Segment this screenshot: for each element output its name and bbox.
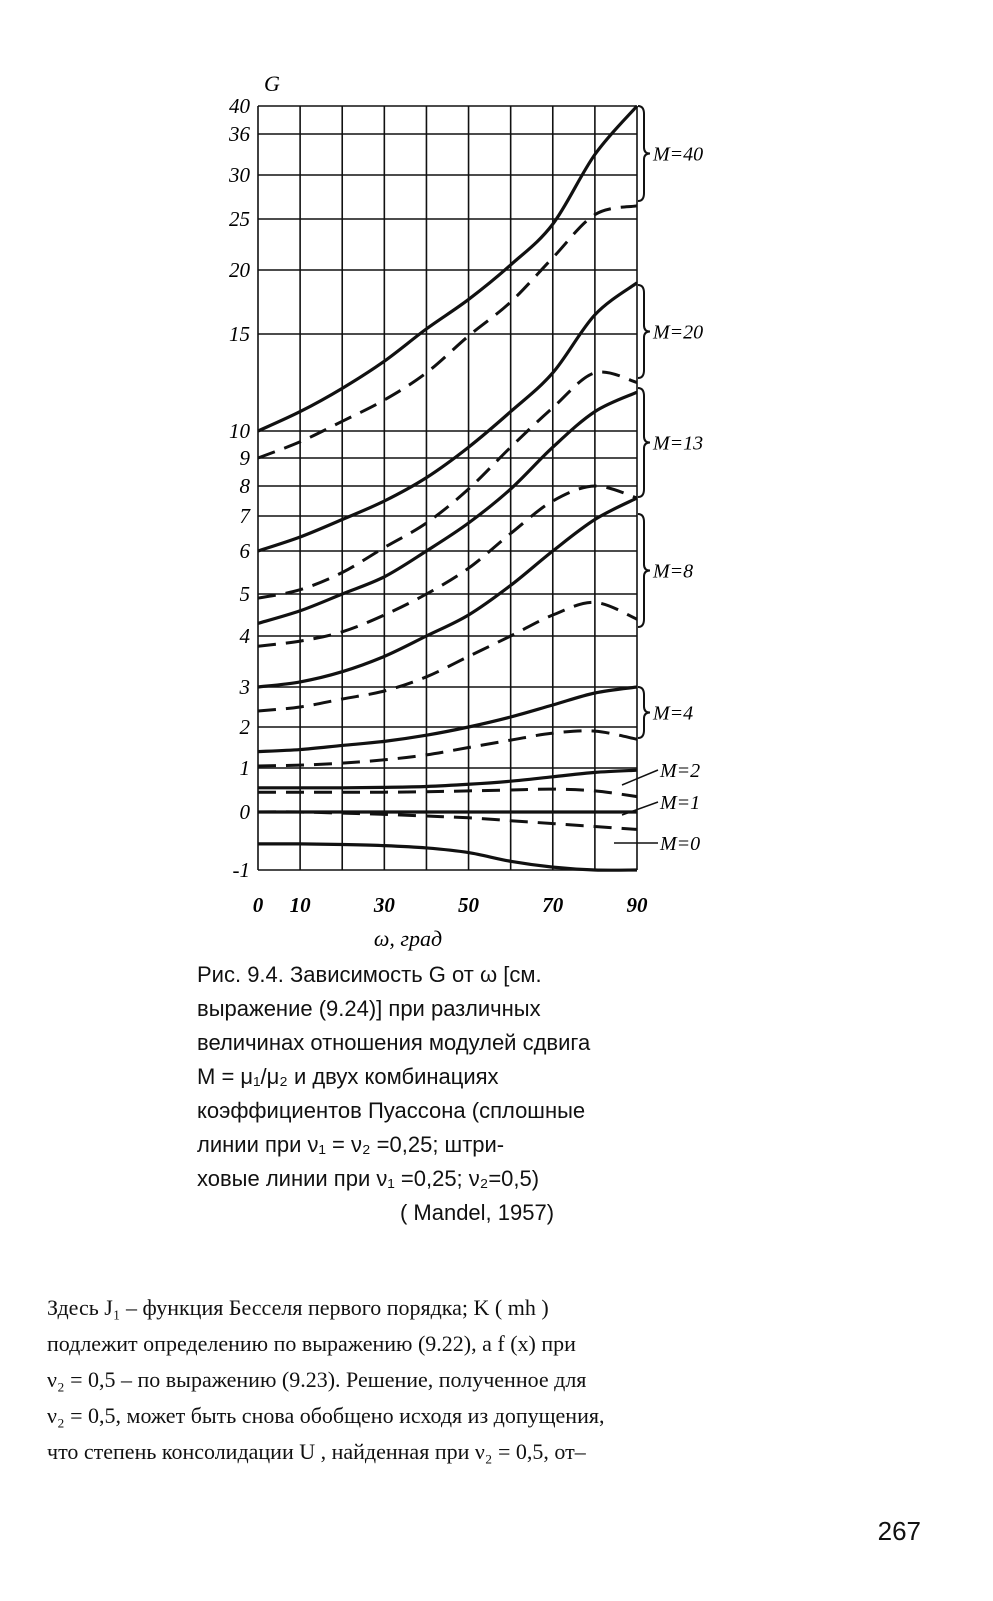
x-tick-labels <box>253 893 648 917</box>
group-label: M=1 <box>660 792 701 814</box>
group-label: M=40 <box>653 143 704 166</box>
y-tick-label: 15 <box>229 322 250 346</box>
brace-M13 <box>638 388 650 497</box>
y-tick-label: 3 <box>239 675 250 699</box>
chart-curves <box>258 106 637 870</box>
body-line: ν₂ = 0,5 – по выражению (9.23). Решение, полученное для <box>47 1367 587 1392</box>
page-number: 267 <box>877 1516 921 1546</box>
y-tick-label: 0 <box>239 800 250 824</box>
y-tick-label: 20 <box>229 258 250 282</box>
caption-line: коэффициентов Пуассона (сплошные <box>197 1098 586 1123</box>
y-tick-label: 1 <box>239 756 250 780</box>
body-line: ν₂ = 0,5, может быть снова обобщено исходя из допущения, <box>47 1403 605 1428</box>
caption-line: M = μ₁/μ₂ и двух комбинациях <box>197 1064 499 1089</box>
y-tick-label: 25 <box>229 207 250 231</box>
caption-line: линии при ν₁ = ν₂ =0,25; штри- <box>197 1132 505 1157</box>
pointer-line <box>622 770 658 785</box>
caption-line: ховые линии при ν₁ =0,25; ν₂=0,5) <box>197 1166 540 1191</box>
body-line: что степень консолидации U , найденная при ν₂ = 0,5, от– <box>47 1439 586 1464</box>
x-tick-label: 0 <box>252 893 264 917</box>
body-line: Здесь J₁ – функция Бесселя первого порядка; K ( mh ) <box>47 1295 549 1320</box>
brace-M40 <box>638 106 650 201</box>
body-line: подлежит определению по выражению (9.22), а f (x) при <box>47 1331 576 1356</box>
x-tick-label: 70 <box>542 893 564 917</box>
y-tick-label: 8 <box>239 474 250 498</box>
y-tick-label: 9 <box>239 446 250 470</box>
x-tick-label: 10 <box>289 893 311 917</box>
y-tick-label: 2 <box>239 715 250 739</box>
group-label: M=0 <box>660 833 701 855</box>
caption-line: величинах отношения модулей сдвига <box>197 1030 591 1055</box>
body-paragraph <box>47 1290 947 1470</box>
caption-citation: ( Mandel, 1957) <box>399 1200 555 1225</box>
curve-M8-dashed <box>258 602 637 711</box>
caption-line: Рис. 9.4. Зависимость G от ω [см. <box>197 962 542 987</box>
curve-M13-dashed <box>258 486 637 646</box>
x-tick-label: 30 <box>373 893 395 917</box>
pointer-line <box>622 802 658 815</box>
y-tick-label: 10 <box>229 419 250 443</box>
curve-M20-dashed <box>258 372 637 598</box>
y-tick-label: 6 <box>239 539 250 563</box>
curve-M0-solid <box>258 844 637 870</box>
group-label: M=4 <box>653 702 694 725</box>
curve-M8-solid <box>258 498 637 687</box>
y-tick-labels <box>228 94 252 882</box>
y-tick-label: 30 <box>229 163 250 187</box>
figure-caption <box>197 958 757 1230</box>
group-label: M=2 <box>660 760 701 782</box>
x-tick-label: 50 <box>458 893 480 917</box>
curve-M2-dashed <box>258 789 637 796</box>
curve-M2-solid <box>258 770 637 788</box>
group-label: M=8 <box>653 560 694 583</box>
group-label: M=13 <box>653 432 704 455</box>
y-tick-label: 40 <box>229 94 250 118</box>
curve-M4-solid <box>258 687 637 752</box>
y-tick-label: 7 <box>239 504 250 528</box>
x-tick-label: 90 <box>626 893 648 917</box>
brace-M8 <box>638 514 650 627</box>
group-label: M=20 <box>653 321 704 344</box>
y-tick-label: 4 <box>239 624 250 648</box>
x-axis-label: ω, град <box>373 926 443 951</box>
brace-M4 <box>638 687 650 738</box>
caption-line: выражение (9.24)] при различных <box>197 996 541 1021</box>
y-tick-label: 36 <box>229 122 250 146</box>
y-tick-label: 5 <box>239 582 250 606</box>
curve-M1-dashed <box>258 812 637 829</box>
curve-M20-solid <box>258 283 637 551</box>
brace-M20 <box>638 285 650 378</box>
y-axis-label: G <box>264 71 280 96</box>
y-tick-label: -1 <box>232 858 250 882</box>
